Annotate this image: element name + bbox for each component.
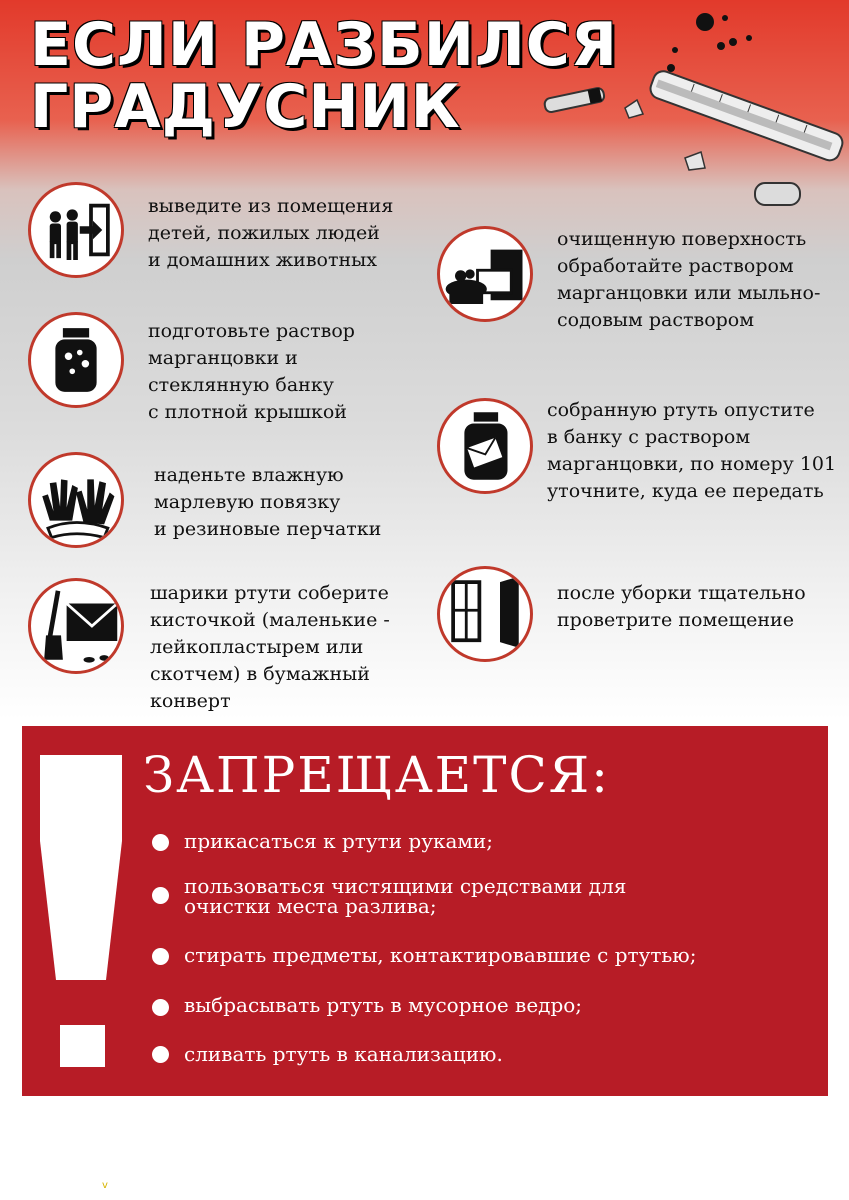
bullet-icon — [152, 834, 169, 851]
bullet-icon — [152, 999, 169, 1016]
exclamation-icon — [40, 755, 122, 980]
step-text: собранную ртуть опустите в банку с раствором марганцовки, по номеру 101 уточните, куда ее передать — [547, 399, 837, 502]
bullet-icon — [152, 887, 169, 904]
jar-icon — [28, 312, 124, 408]
cleaning-box-icon — [437, 226, 533, 322]
page-title — [30, 10, 619, 142]
step-text: шарики ртути соберите кисточкой (маленькие - лейкопластырем или скотчем) в бумажный конверт — [150, 582, 390, 712]
exit-people-icon — [28, 182, 124, 278]
gloves-mask-icon — [28, 452, 124, 548]
footer-mark: v — [102, 1180, 108, 1191]
jar-envelope-icon — [437, 398, 533, 494]
broken-thermometer-icon — [535, 8, 845, 218]
bullet-icon — [152, 1046, 169, 1063]
open-window-icon — [437, 566, 533, 662]
step-text: очищенную поверхность обработайте раствором марганцовки или мыльно- содовым раствором — [557, 228, 821, 331]
step-text: после уборки тщательно проветрите помещение — [557, 582, 806, 631]
step-text: выведите из помещения детей, пожилых людей и домашних животных — [148, 195, 394, 271]
bullet-icon — [152, 948, 169, 965]
title-line-1: ЕСЛИ РАЗБИЛСЯ — [30, 10, 619, 80]
brush-envelope-icon — [28, 578, 124, 674]
step-text: подготовьте раствор марганцовки и стеклянную банку с плотной крышкой — [148, 320, 355, 423]
exclamation-dot — [60, 1025, 105, 1067]
prohibited-title: ЗАПРЕЩАЕТСЯ: — [143, 746, 611, 804]
step-text: наденьте влажную марлевую повязку и резиновые перчатки — [154, 464, 382, 540]
title-line-2: ГРАДУСНИК — [30, 72, 461, 142]
